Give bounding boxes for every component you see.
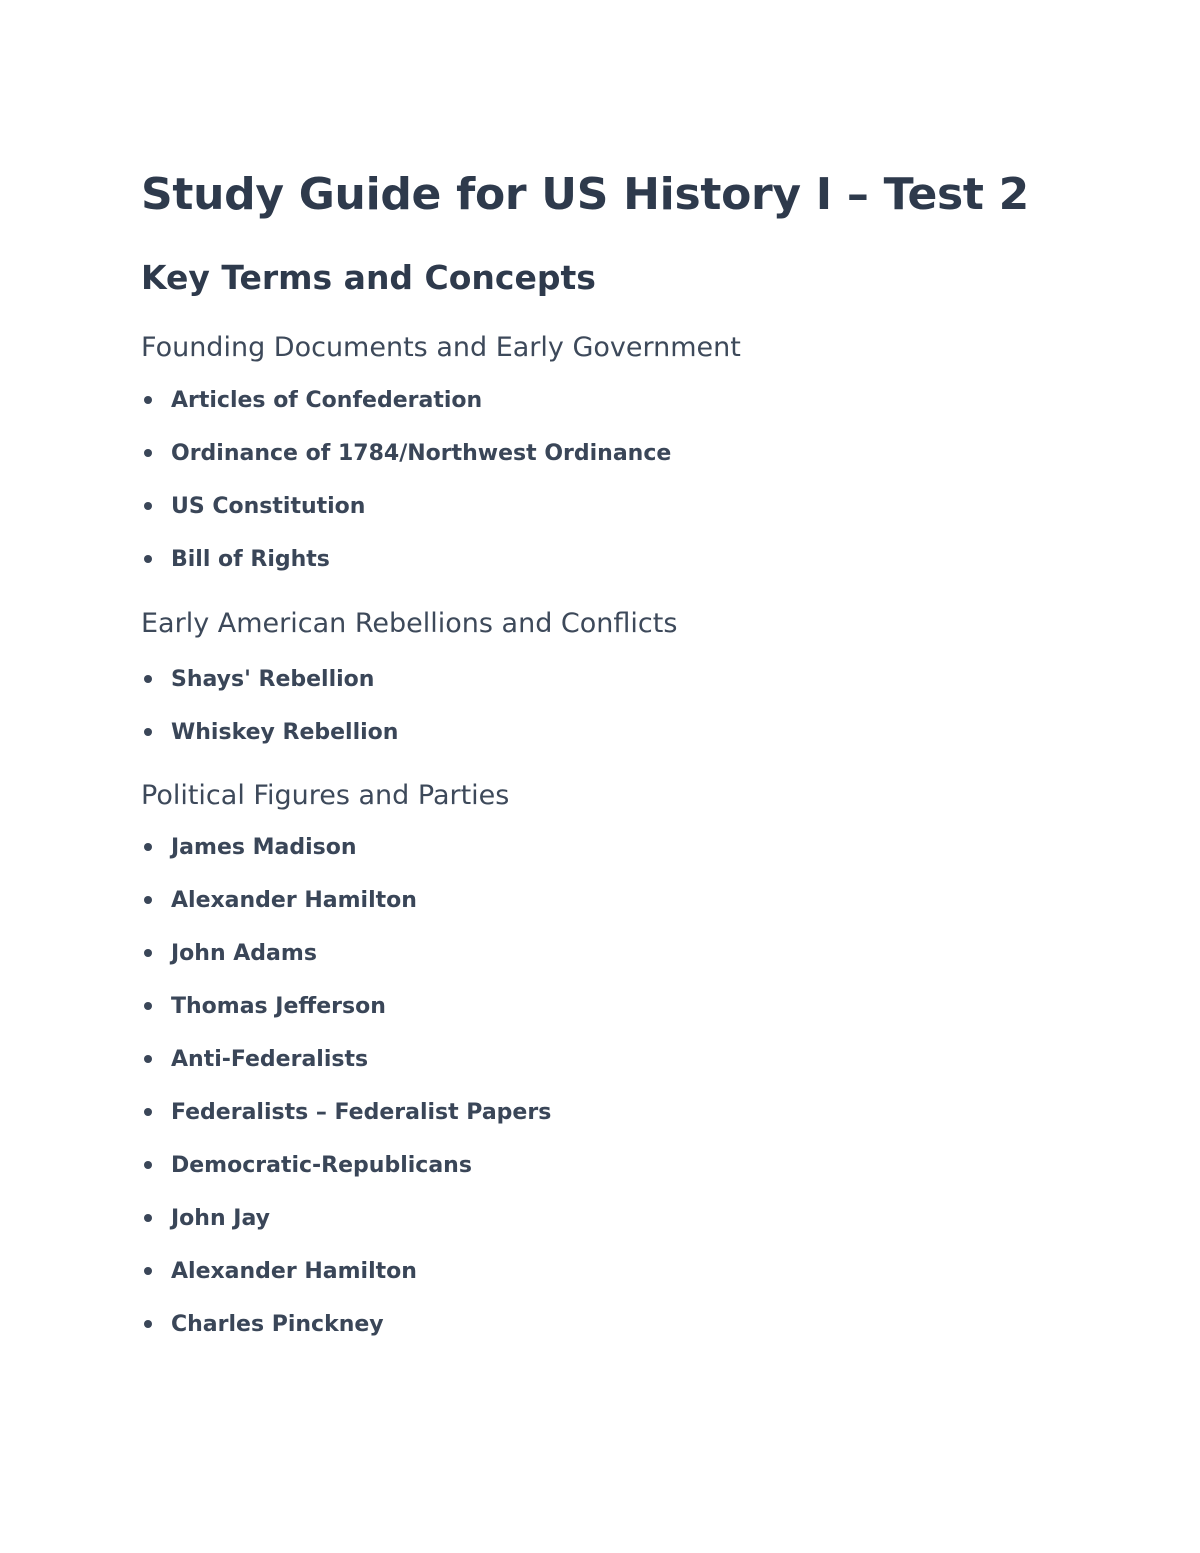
- term-label: John Jay: [171, 1205, 270, 1231]
- list-item: [141, 927, 1101, 980]
- term-label: Ordinance of 1784/Northwest Ordinance: [171, 440, 672, 466]
- list-item: [141, 480, 1101, 533]
- term-label: Alexander Hamilton: [171, 1258, 417, 1284]
- list-item: [141, 1033, 1101, 1086]
- list-item: [141, 1139, 1101, 1192]
- bullet-icon: [144, 1108, 152, 1116]
- bullet-icon: [144, 675, 152, 683]
- list-item: [141, 1192, 1101, 1245]
- bullet-icon: [144, 1002, 152, 1010]
- list-item: [141, 1245, 1101, 1298]
- subsection-political-figures: [141, 778, 1101, 1351]
- term-label: Charles Pinckney: [171, 1311, 384, 1337]
- bullet-icon: [144, 728, 152, 736]
- list-item: [141, 1086, 1101, 1139]
- list-item: [141, 533, 1101, 586]
- subsection-title: Political Figures and Parties: [141, 780, 510, 811]
- term-label: US Constitution: [171, 493, 366, 519]
- term-label: Bill of Rights: [171, 546, 330, 572]
- term-label: Democratic-Republicans: [171, 1152, 472, 1178]
- list-item: [141, 706, 1101, 759]
- section-heading: Key Terms and Concepts: [141, 258, 596, 297]
- term-label: Shays' Rebellion: [171, 666, 375, 692]
- term-label: John Adams: [171, 940, 317, 966]
- bullet-icon: [144, 949, 152, 957]
- list-item: [141, 653, 1101, 706]
- bullet-icon: [144, 1055, 152, 1063]
- term-label: James Madison: [171, 834, 357, 860]
- list-item: [141, 821, 1101, 874]
- bullet-icon: [144, 555, 152, 563]
- bullet-icon: [144, 1320, 152, 1328]
- bullet-icon: [144, 1161, 152, 1169]
- list-item: [141, 427, 1101, 480]
- bullet-icon: [144, 1267, 152, 1275]
- bullet-icon: [144, 896, 152, 904]
- subsection-founding-documents: [141, 330, 1101, 586]
- bullet-icon: [144, 502, 152, 510]
- term-label: Alexander Hamilton: [171, 887, 417, 913]
- term-list: [141, 374, 1101, 586]
- list-item: [141, 980, 1101, 1033]
- term-label: Whiskey Rebellion: [171, 719, 399, 745]
- bullet-icon: [144, 449, 152, 457]
- term-label: Thomas Jefferson: [171, 993, 386, 1019]
- subsection-title: Early American Rebellions and Conflicts: [141, 608, 678, 639]
- term-label: Anti-Federalists: [171, 1046, 369, 1072]
- subsection-rebellions-conflicts: [141, 606, 1101, 759]
- document-title: Study Guide for US History I – Test 2: [141, 169, 1029, 220]
- bullet-icon: [144, 843, 152, 851]
- term-list: [141, 821, 1101, 1351]
- term-list: [141, 653, 1101, 759]
- subsection-title: Founding Documents and Early Government: [141, 332, 741, 363]
- list-item: [141, 1298, 1101, 1351]
- bullet-icon: [144, 396, 152, 404]
- term-label: Federalists – Federalist Papers: [171, 1099, 552, 1125]
- list-item: [141, 874, 1101, 927]
- list-item: [141, 374, 1101, 427]
- bullet-icon: [144, 1214, 152, 1222]
- term-label: Articles of Confederation: [171, 387, 483, 413]
